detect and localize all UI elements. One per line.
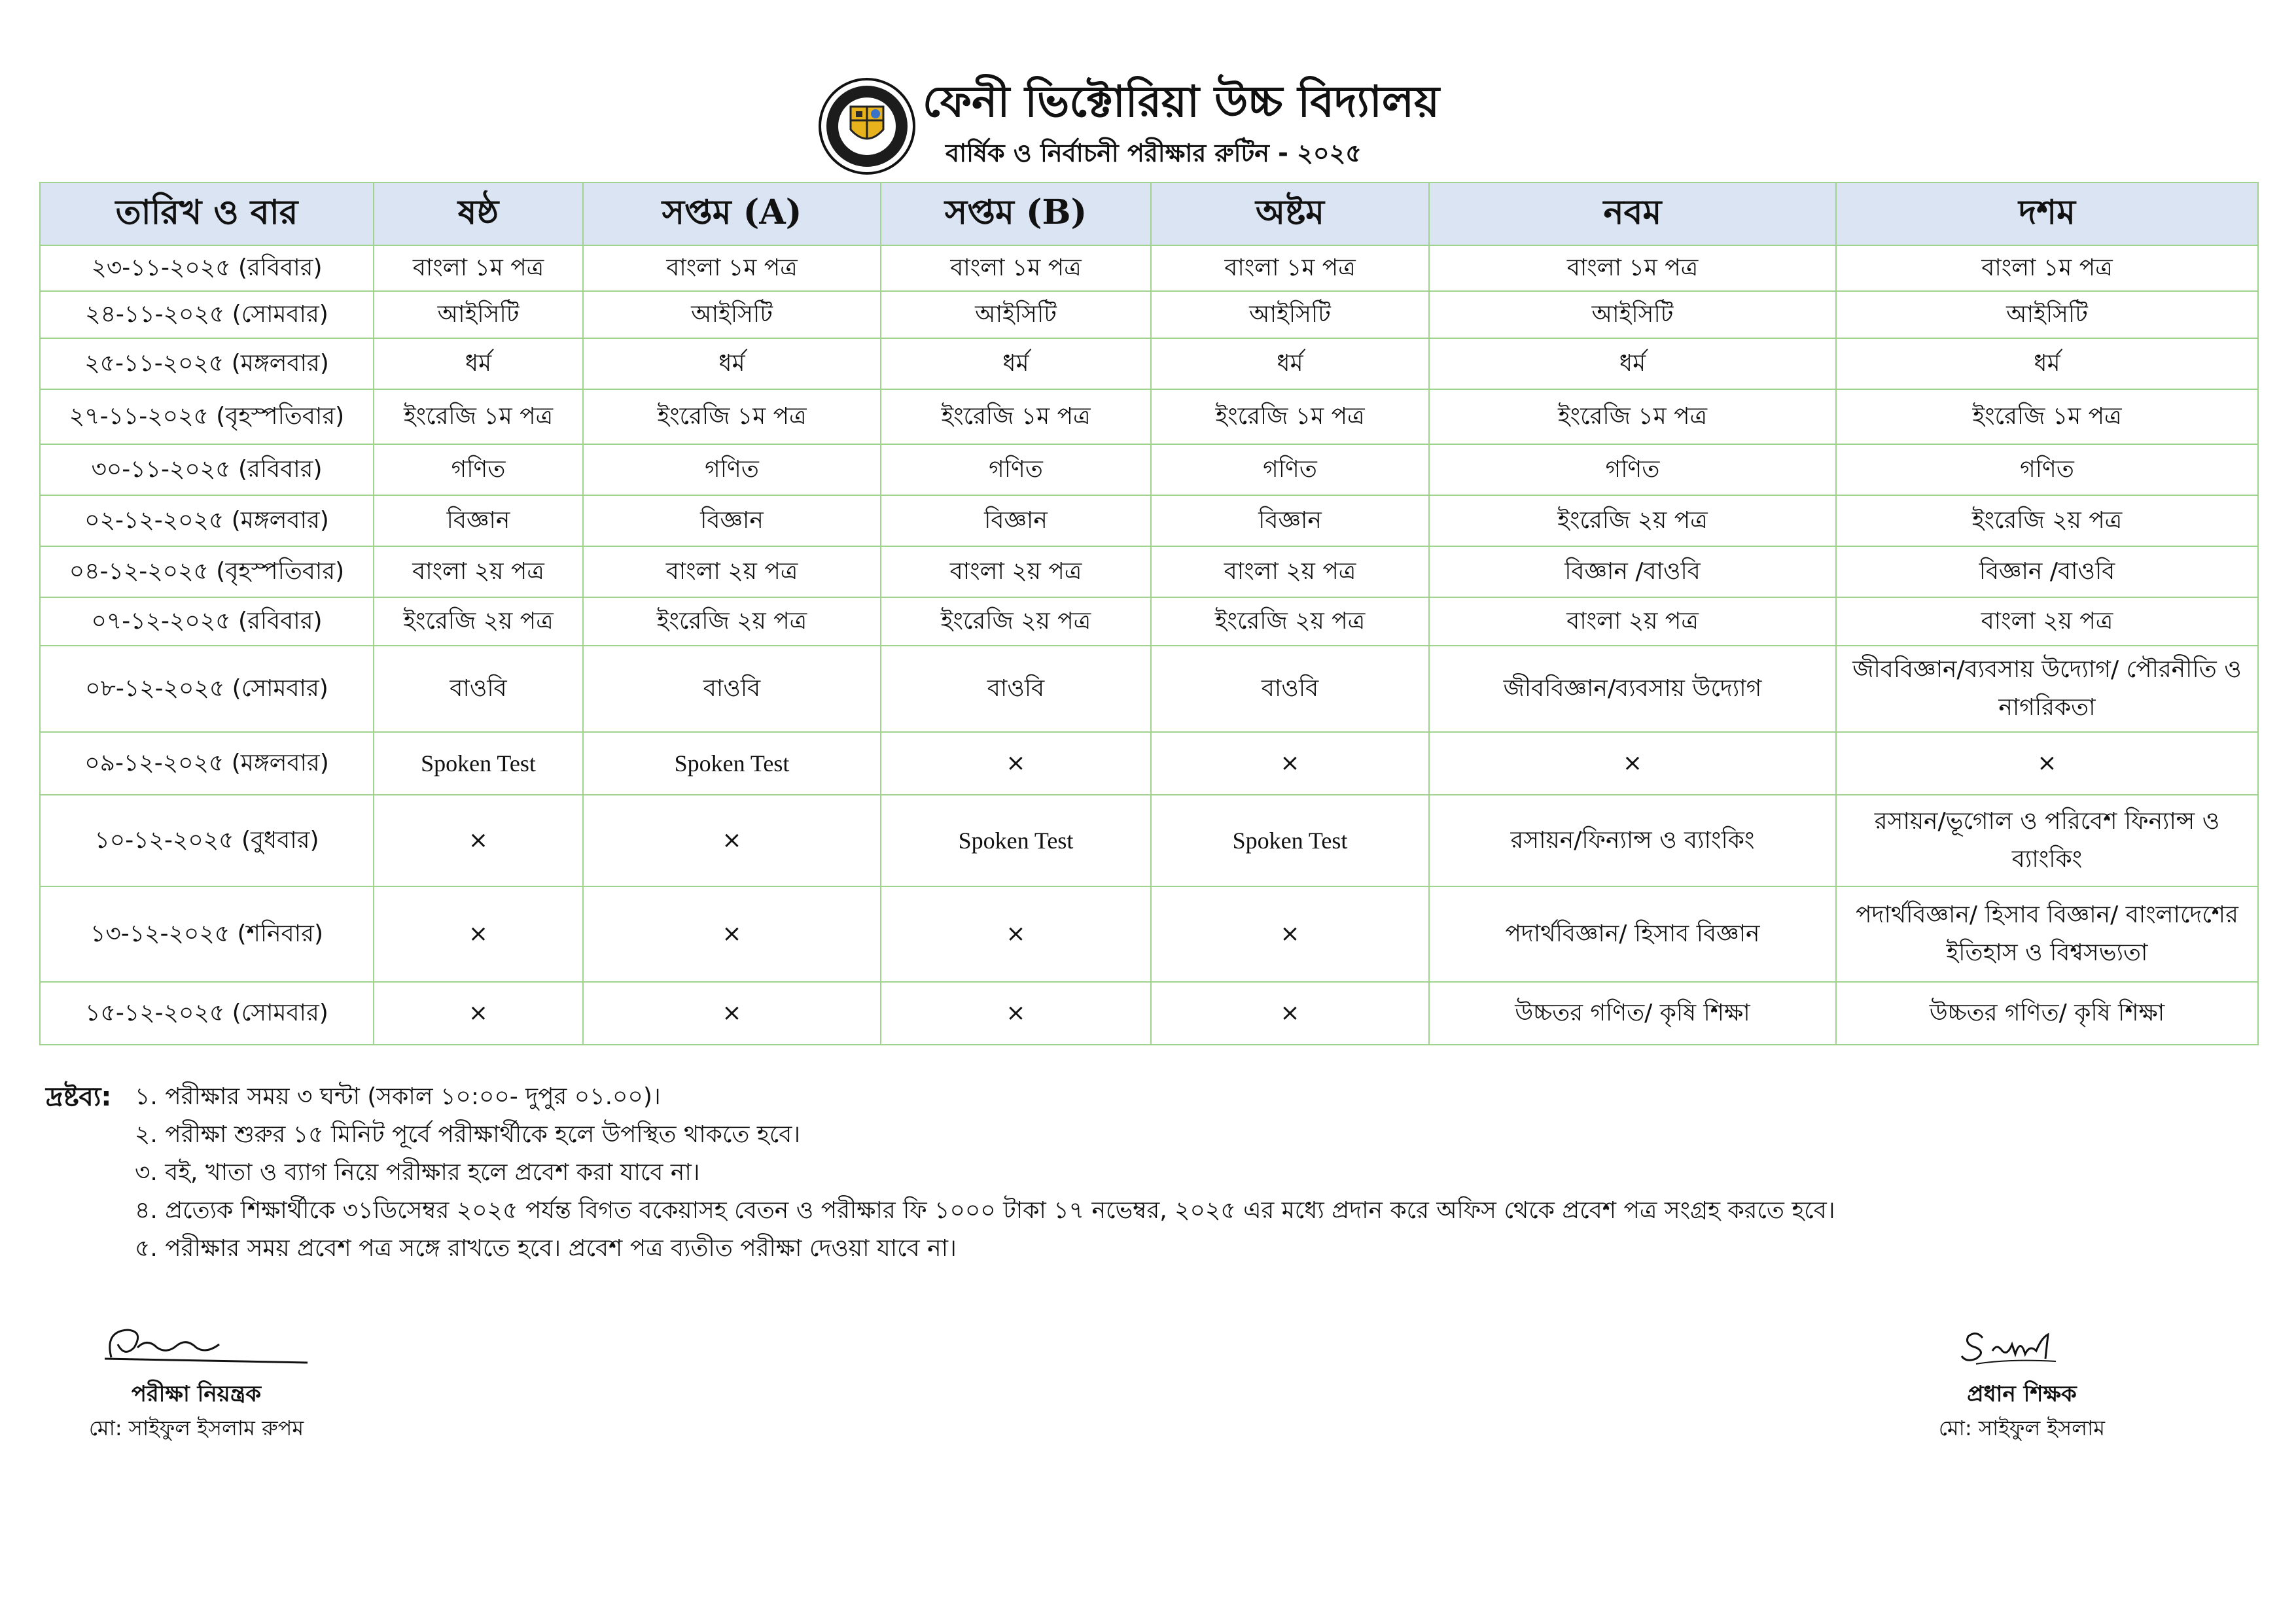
cell-class-nine: ইংরেজি ২য় পত্র: [1429, 495, 1836, 546]
cell-date: ৩০-১১-২০২৫ (রবিবার): [40, 444, 374, 495]
cell-class-ten: ইংরেজি ১ম পত্র: [1836, 389, 2258, 444]
cell-class-eight: আইসিটি: [1151, 291, 1429, 338]
cell-class-ten: গণিত: [1836, 444, 2258, 495]
head-teacher-signature-block: [1884, 1318, 2159, 1445]
cell-class-eight: ×: [1151, 886, 1429, 982]
cell-class-six: বাওবি: [374, 646, 583, 732]
cell-class-seven-a: বাওবি: [583, 646, 881, 732]
exam-routine-table: [39, 182, 2259, 1045]
cell-date: ০৪-১২-২০২৫ (বৃহস্পতিবার): [40, 546, 374, 597]
cell-class-ten: আইসিটি: [1836, 291, 2258, 338]
table-row: [40, 338, 2258, 389]
school-name: ফেনী ভিক্টোরিয়া উচ্চ বিদ্যালয়: [923, 77, 1439, 127]
cell-date: ২৩-১১-২০২৫ (রবিবার): [40, 245, 374, 291]
cell-class-seven-a: Spoken Test: [583, 732, 881, 795]
cell-class-ten: ×: [1836, 732, 2258, 795]
cell-class-nine: ইংরেজি ১ম পত্র: [1429, 389, 1836, 444]
cell-date: ২৭-১১-২০২৫ (বৃহস্পতিবার): [40, 389, 374, 444]
cell-class-seven-b: বাংলা ১ম পত্র: [881, 245, 1151, 291]
cell-date: ০৭-১২-২০২৫ (রবিবার): [40, 597, 374, 646]
cell-class-nine: আইসিটি: [1429, 291, 1836, 338]
cell-class-seven-a: ×: [583, 795, 881, 886]
cell-class-seven-a: ×: [583, 982, 881, 1045]
cell-class-seven-b: বাওবি: [881, 646, 1151, 732]
cell-class-eight: ×: [1151, 982, 1429, 1045]
note-item: ৩. বই, খাতা ও ব্যাগ নিয়ে পরীক্ষার হলে প্রবেশ করা যাবে না।: [135, 1159, 700, 1186]
cell-class-nine: ×: [1429, 732, 1836, 795]
cell-class-nine: জীববিজ্ঞান/ব্যবসায় উদ্যোগ: [1429, 646, 1836, 732]
cell-class-six: বাংলা ২য় পত্র: [374, 546, 583, 597]
cell-class-eight: ×: [1151, 732, 1429, 795]
notes-label: দ্রষ্টব্য:: [46, 1082, 112, 1112]
cell-class-seven-b: ইংরেজি ২য় পত্র: [881, 597, 1151, 646]
col-header-class-seven-b: সপ্তম (B): [881, 183, 1151, 245]
col-header-class-ten: দশম: [1836, 183, 2258, 245]
table-row: [40, 597, 2258, 646]
cell-class-eight: বাওবি: [1151, 646, 1429, 732]
cell-date: ১০-১২-২০২৫ (বুধবার): [40, 795, 374, 886]
col-header-class-nine: নবম: [1429, 183, 1836, 245]
note-item: ২. পরীক্ষা শুরুর ১৫ মিনিট পূর্বে পরীক্ষার্থীকে হলে উপস্থিত থাকতে হবে।: [135, 1121, 801, 1148]
cell-class-six: ইংরেজি ২য় পত্র: [374, 597, 583, 646]
cell-class-six: Spoken Test: [374, 732, 583, 795]
cell-date: ২৪-১১-২০২৫ (সোমবার): [40, 291, 374, 338]
cell-class-seven-a: ধর্ম: [583, 338, 881, 389]
table-row: [40, 495, 2258, 546]
exam-controller-name: মো: সাইফুল ইসলাম রুপম: [88, 1416, 304, 1440]
cell-date: ০৯-১২-২০২৫ (মঙ্গলবার): [40, 732, 374, 795]
cell-class-seven-b: আইসিটি: [881, 291, 1151, 338]
cell-class-six: ধর্ম: [374, 338, 583, 389]
cell-class-eight: Spoken Test: [1151, 795, 1429, 886]
cell-class-seven-b: ×: [881, 732, 1151, 795]
col-header-class-eight: অষ্টম: [1151, 183, 1429, 245]
cell-class-seven-a: আইসিটি: [583, 291, 881, 338]
cell-class-seven-a: বাংলা ১ম পত্র: [583, 245, 881, 291]
cell-class-six: ইংরেজি ১ম পত্র: [374, 389, 583, 444]
note-item: ১. পরীক্ষার সময় ৩ ঘন্টা (সকাল ১০:০০- দুপুর ০১.০০)।: [135, 1083, 661, 1110]
cell-class-seven-b: গণিত: [881, 444, 1151, 495]
cell-class-seven-a: ইংরেজি ১ম পত্র: [583, 389, 881, 444]
cell-class-six: ×: [374, 886, 583, 982]
routine-subtitle: বার্ষিক ও নির্বাচনী পরীক্ষার রুটিন - ২০২৫: [945, 139, 1362, 167]
cell-class-seven-b: ইংরেজি ১ম পত্র: [881, 389, 1151, 444]
cell-class-eight: ইংরেজি ১ম পত্র: [1151, 389, 1429, 444]
cell-class-ten: রসায়ন/ভূগোল ও পরিবেশ ফিন্যান্স ও ব্যাংকিং: [1836, 795, 2258, 886]
cell-class-seven-b: Spoken Test: [881, 795, 1151, 886]
head-teacher-name: মো: সাইফুল ইসলাম: [1938, 1416, 2106, 1440]
cell-class-six: ×: [374, 982, 583, 1045]
cell-class-seven-a: বাংলা ২য় পত্র: [583, 546, 881, 597]
cell-class-seven-a: গণিত: [583, 444, 881, 495]
cell-class-nine: ধর্ম: [1429, 338, 1836, 389]
col-header-date: তারিখ ও বার: [40, 183, 374, 245]
col-header-class-seven-a: সপ্তম (A): [583, 183, 881, 245]
col-header-class-six: ষষ্ঠ: [374, 183, 583, 245]
cell-class-six: বাংলা ১ম পত্র: [374, 245, 583, 291]
cell-date: ০২-১২-২০২৫ (মঙ্গলবার): [40, 495, 374, 546]
cell-class-seven-b: ×: [881, 982, 1151, 1045]
exam-controller-title: পরীক্ষা নিয়ন্ত্রক: [131, 1381, 262, 1407]
table-row: [40, 646, 2258, 732]
cell-class-seven-b: বিজ্ঞান: [881, 495, 1151, 546]
cell-class-six: গণিত: [374, 444, 583, 495]
table-row: [40, 546, 2258, 597]
cell-class-nine: গণিত: [1429, 444, 1836, 495]
table-row: [40, 444, 2258, 495]
cell-class-seven-b: বাংলা ২য় পত্র: [881, 546, 1151, 597]
page-header: [0, 72, 2296, 183]
cell-class-nine: রসায়ন/ফিন্যান্স ও ব্যাংকিং: [1429, 795, 1836, 886]
cell-class-ten: বাংলা ১ম পত্র: [1836, 245, 2258, 291]
cell-class-nine: বাংলা ১ম পত্র: [1429, 245, 1836, 291]
table-body: [40, 245, 2258, 1045]
table-row: [40, 389, 2258, 444]
cell-class-nine: বাংলা ২য় পত্র: [1429, 597, 1836, 646]
cell-date: ২৫-১১-২০২৫ (মঙ্গলবার): [40, 338, 374, 389]
cell-class-seven-a: ×: [583, 886, 881, 982]
cell-class-nine: উচ্চতর গণিত/ কৃষি শিক্ষা: [1429, 982, 1836, 1045]
notes-list: [135, 1078, 2229, 1268]
cell-class-six: আইসিটি: [374, 291, 583, 338]
cell-class-ten: ধর্ম: [1836, 338, 2258, 389]
cell-class-nine: পদার্থবিজ্ঞান/ হিসাব বিজ্ঞান: [1429, 886, 1836, 982]
cell-date: ১৫-১২-২০২৫ (সোমবার): [40, 982, 374, 1045]
table-row: [40, 982, 2258, 1045]
note-item: ৪. প্রত্যেক শিক্ষার্থীকে ৩১ডিসেম্বর ২০২৫ পর্যন্ত বিগত বকেয়াসহ বেতন ও পরীক্ষার ফি ১০০০ টাকা ১৭ নভেম্বর, ২০২৫ এর মধ্যে প্রদান করে অফিস থেকে প্রবেশ পত্র সংগ্রহ করতে হবে।: [135, 1197, 1835, 1224]
cell-class-seven-a: ইংরেজি ২য় পত্র: [583, 597, 881, 646]
table-row: [40, 886, 2258, 982]
cell-class-nine: বিজ্ঞান /বাওবি: [1429, 546, 1836, 597]
cell-date: ০৮-১২-২০২৫ (সোমবার): [40, 646, 374, 732]
cell-class-ten: পদার্থবিজ্ঞান/ হিসাব বিজ্ঞান/ বাংলাদেশের ইতিহাস ও বিশ্বসভ্যতা: [1836, 886, 2258, 982]
exam-controller-signature-icon: [65, 1318, 327, 1377]
cell-class-eight: ইংরেজি ২য় পত্র: [1151, 597, 1429, 646]
cell-class-ten: উচ্চতর গণিত/ কৃষি শিক্ষা: [1836, 982, 2258, 1045]
table-row: [40, 795, 2258, 886]
cell-class-eight: ধর্ম: [1151, 338, 1429, 389]
cell-class-ten: বিজ্ঞান /বাওবি: [1836, 546, 2258, 597]
cell-class-eight: বিজ্ঞান: [1151, 495, 1429, 546]
cell-class-seven-b: ধর্ম: [881, 338, 1151, 389]
cell-class-eight: বাংলা ১ম পত্র: [1151, 245, 1429, 291]
head-teacher-title: প্রধান শিক্ষক: [1967, 1381, 2077, 1407]
cell-class-ten: বাংলা ২য় পত্র: [1836, 597, 2258, 646]
cell-class-seven-a: বিজ্ঞান: [583, 495, 881, 546]
school-logo-icon: [818, 77, 916, 175]
cell-class-seven-b: ×: [881, 886, 1151, 982]
cell-class-six: বিজ্ঞান: [374, 495, 583, 546]
table-row: [40, 291, 2258, 338]
cell-class-eight: বাংলা ২য় পত্র: [1151, 546, 1429, 597]
cell-class-ten: জীববিজ্ঞান/ব্যবসায় উদ্যোগ/ পৌরনীতি ও নাগরিকতা: [1836, 646, 2258, 732]
table-header-row: [40, 183, 2258, 245]
head-teacher-signature-icon: [1884, 1318, 2159, 1377]
note-item: ৫. পরীক্ষার সময় প্রবেশ পত্র সঙ্গে রাখতে হবে। প্রবেশ পত্র ব্যতীত পরীক্ষা দেওয়া যাবে না।: [135, 1235, 957, 1262]
table-row: [40, 732, 2258, 795]
cell-class-six: ×: [374, 795, 583, 886]
cell-class-eight: গণিত: [1151, 444, 1429, 495]
exam-controller-signature-block: [65, 1318, 327, 1445]
table-row: [40, 245, 2258, 291]
cell-date: ১৩-১২-২০২৫ (শনিবার): [40, 886, 374, 982]
cell-class-ten: ইংরেজি ২য় পত্র: [1836, 495, 2258, 546]
